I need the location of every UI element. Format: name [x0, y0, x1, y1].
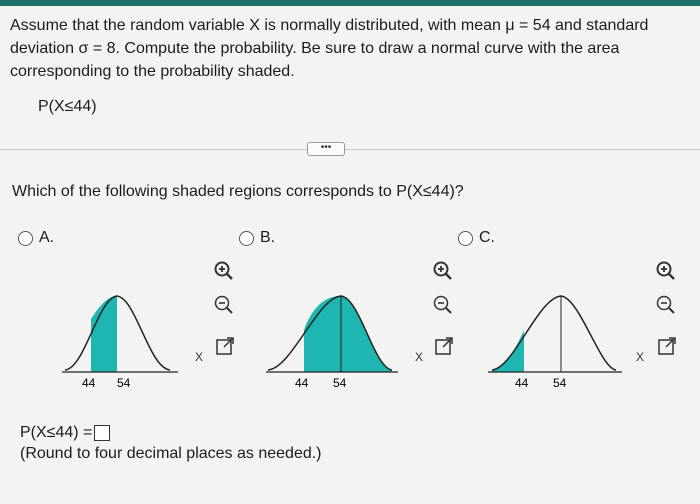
zoom-in-icon: [213, 260, 235, 282]
option-c-label: C.: [479, 229, 495, 246]
option-c-expand[interactable]: [656, 336, 678, 358]
option-a-radio[interactable]: [18, 231, 33, 246]
divider: [0, 149, 700, 150]
option-b-tick-54: 54: [333, 376, 347, 390]
option-b-radio[interactable]: [239, 231, 254, 246]
target-probability: P(X≤44): [38, 98, 97, 115]
option-c[interactable]: [458, 229, 495, 247]
question-text: Assume that the random variable X is normally distributed, with mean μ = 54 and standard deviation σ = 8. Compute the probability. Be sure to draw a normal curve with the area corresponding to the probability shaded.: [10, 17, 649, 80]
option-a-tick-54: 54: [117, 376, 131, 390]
option-c-zoom-out[interactable]: [655, 294, 677, 316]
option-b-shaded-area: [304, 296, 392, 372]
rounding-note: (Round to four decimal places as needed.): [20, 445, 322, 462]
answer-input-box[interactable]: [94, 425, 110, 441]
option-c-radio[interactable]: [458, 231, 473, 246]
option-a-label: A.: [39, 229, 55, 246]
expand-more-button[interactable]: •••: [307, 142, 345, 156]
option-a-chart: [60, 288, 210, 394]
option-b[interactable]: [239, 229, 275, 247]
option-a-expand[interactable]: [214, 336, 236, 358]
option-c-tick-54: 54: [553, 376, 567, 390]
zoom-in-icon: [432, 260, 454, 282]
option-b-chart: [262, 288, 412, 394]
option-c-shaded-area: [492, 330, 524, 372]
option-c-chart: [482, 288, 632, 394]
option-b-zoom-out[interactable]: [432, 294, 454, 316]
option-b-x-label: X: [415, 350, 424, 364]
option-a-zoom-in[interactable]: [213, 260, 235, 282]
option-a-x-label: X: [195, 350, 204, 364]
expand-icon: [433, 336, 455, 358]
zoom-in-icon: [655, 260, 677, 282]
zoom-out-icon: [655, 294, 677, 316]
option-a-tick-44: 44: [82, 376, 96, 390]
option-a[interactable]: [18, 229, 54, 247]
option-c-tick-44: 44: [515, 376, 529, 390]
option-c-x-label: X: [636, 350, 645, 364]
top-accent-bar: [0, 0, 700, 6]
answer-prefix: P(X≤44) =: [20, 424, 93, 441]
option-b-label: B.: [260, 229, 276, 246]
option-a-zoom-out[interactable]: [213, 294, 235, 316]
expand-icon: [214, 336, 236, 358]
answer-row: [20, 424, 110, 442]
zoom-out-icon: [213, 294, 235, 316]
expand-icon: [656, 336, 678, 358]
option-b-tick-44: 44: [295, 376, 309, 390]
option-c-zoom-in[interactable]: [655, 260, 677, 282]
zoom-out-icon: [432, 294, 454, 316]
option-b-zoom-in[interactable]: [432, 260, 454, 282]
sub-question: Which of the following shaded regions corresponds to P(X≤44)?: [12, 183, 464, 200]
option-b-expand[interactable]: [433, 336, 455, 358]
option-a-curve: [65, 296, 170, 370]
